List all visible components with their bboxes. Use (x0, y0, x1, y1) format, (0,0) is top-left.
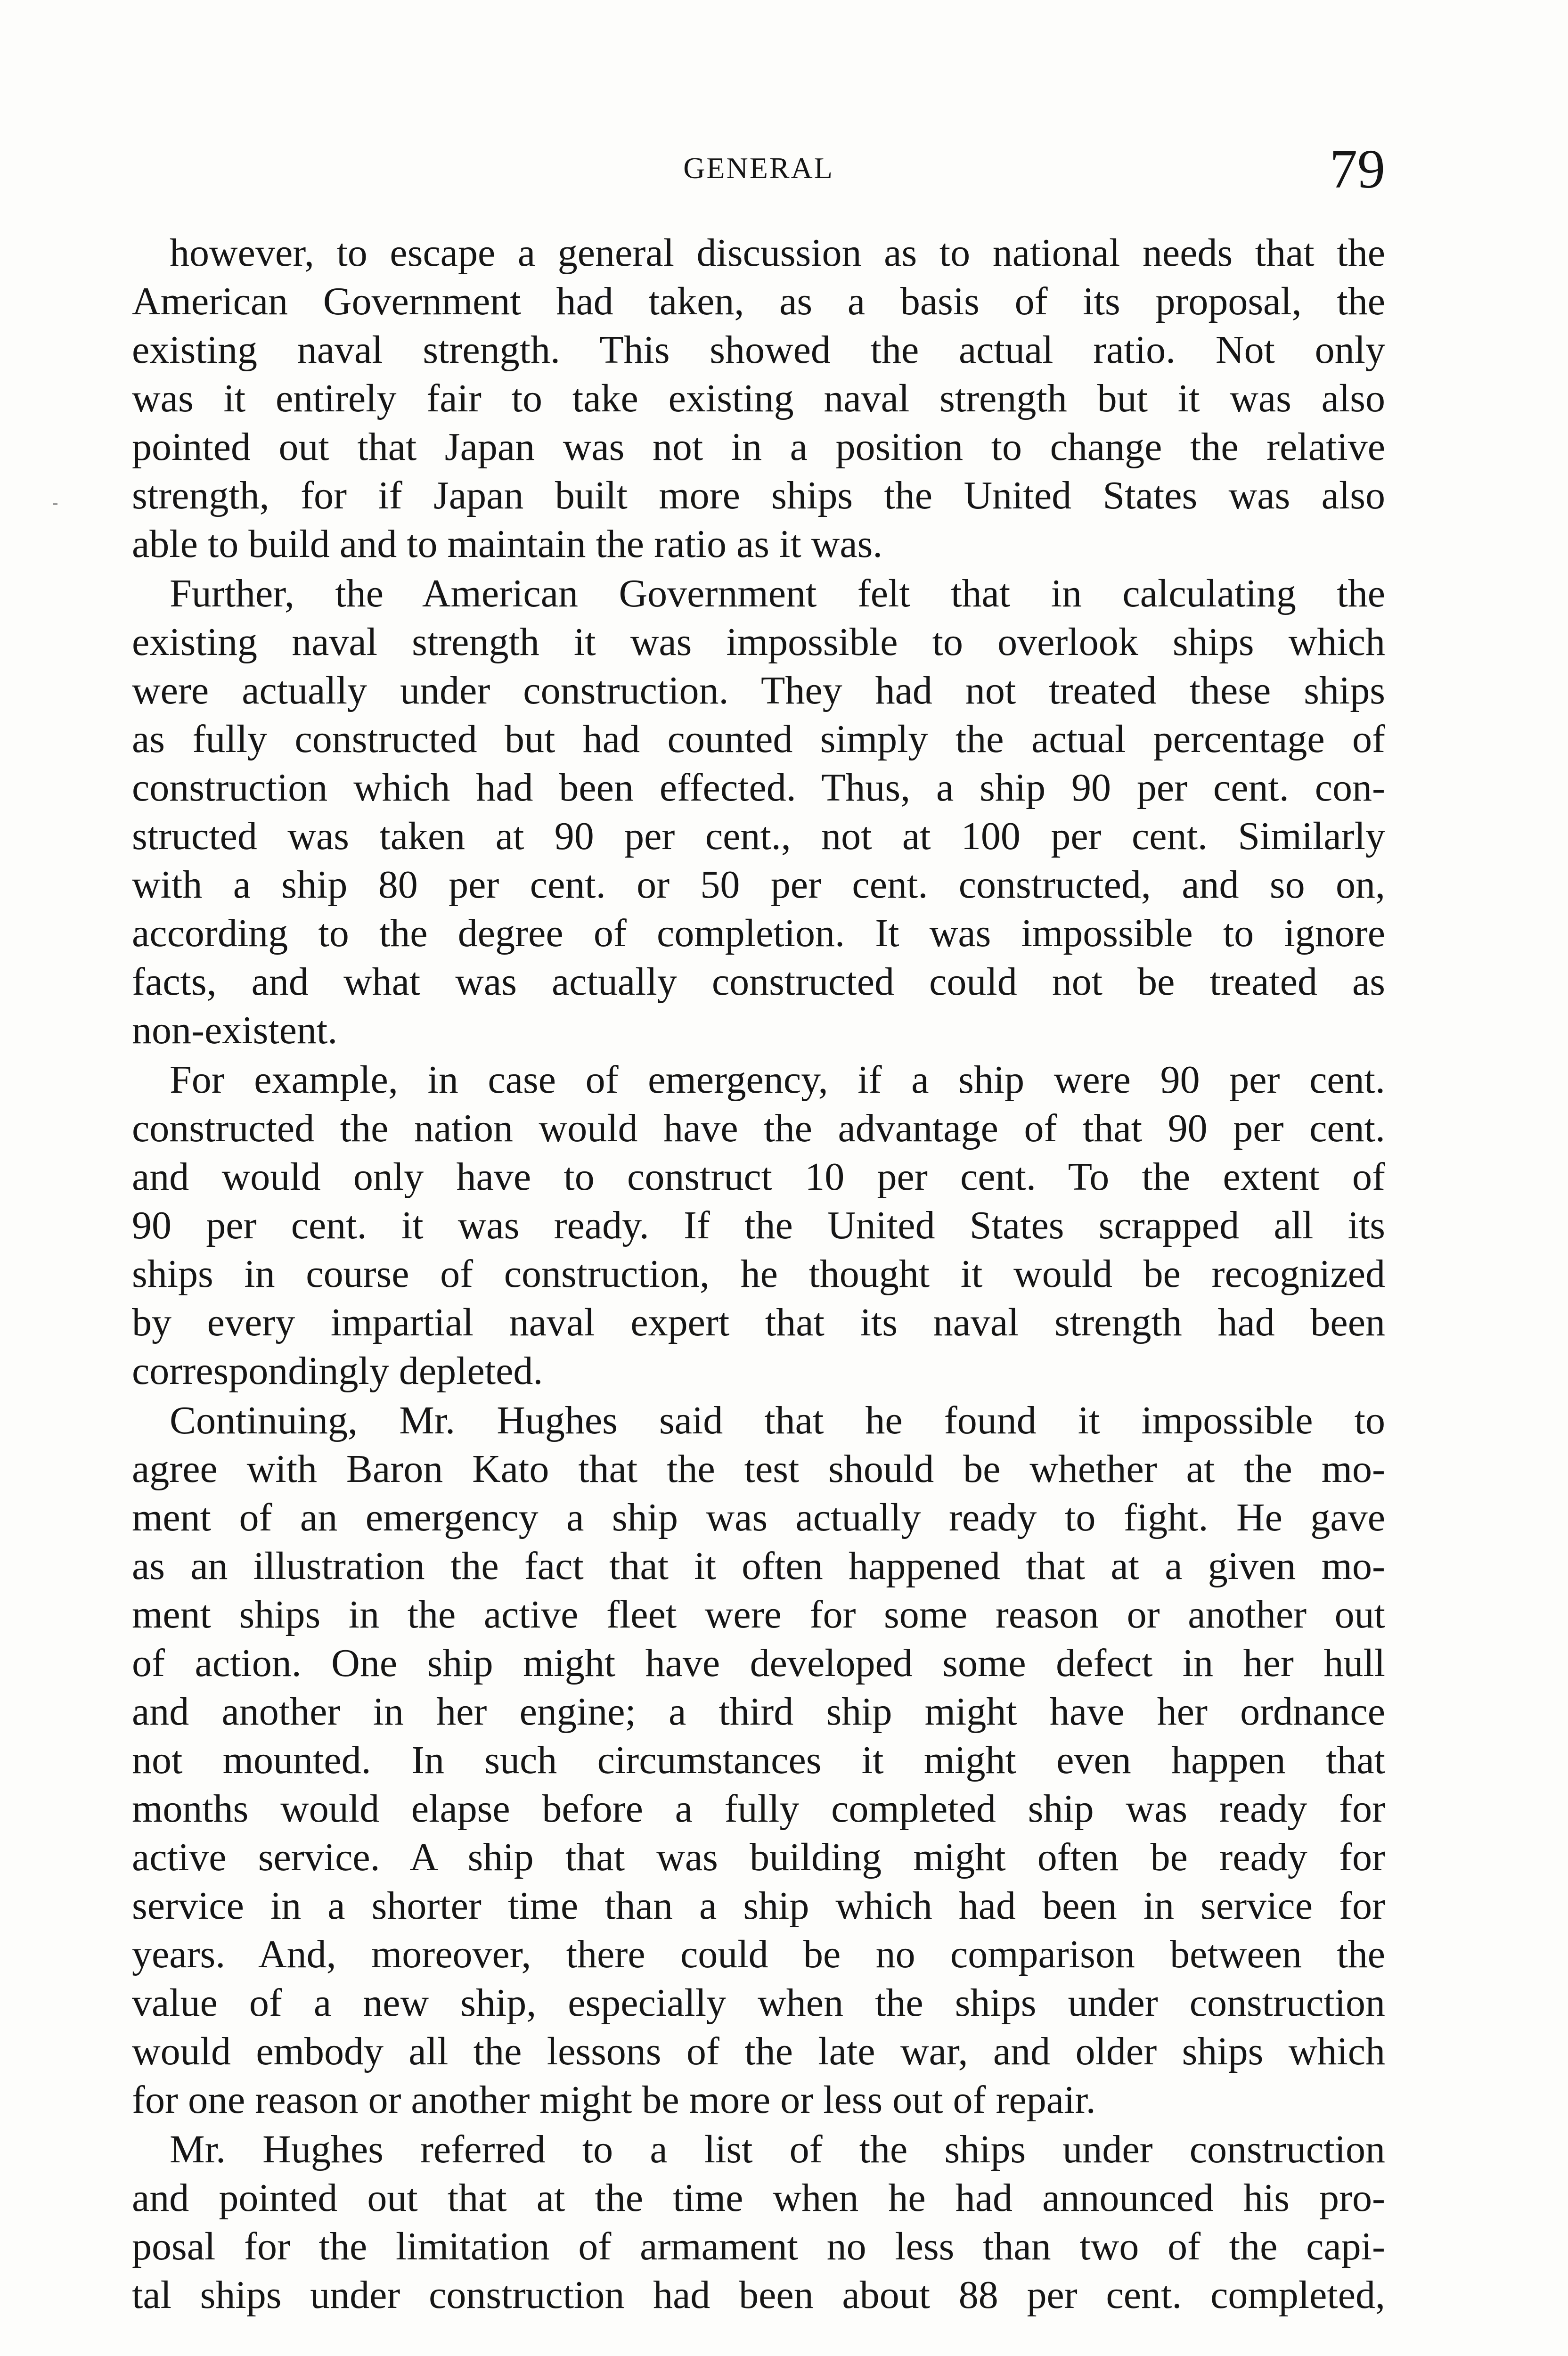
text-line: was it entirely fair to take existing naval strength but it was also (132, 376, 1385, 420)
text-line: ment of an emergency a ship was actually ready to fight. He gave (132, 1496, 1385, 1539)
text-line: non-existent. (132, 1008, 338, 1052)
text-line: American Government had taken, as a basis of its proposal, the (132, 279, 1385, 323)
paragraph (132, 229, 1385, 568)
text-line: were actually under construction. They had not treated these ships (132, 669, 1385, 712)
text-line: agree with Baron Kato that the test should be whether at the mo- (132, 1447, 1385, 1491)
text-line: service in a shorter time than a ship which had been in service for (132, 1884, 1385, 1928)
text-line: Continuing, Mr. Hughes said that he found it impossible to (170, 1399, 1385, 1442)
paragraph (132, 1055, 1385, 1395)
body-text (132, 229, 1385, 2319)
text-line: by every impartial naval expert that its naval strength had been (132, 1301, 1385, 1344)
paragraph (132, 569, 1385, 1055)
text-line: Mr. Hughes referred to a list of the ships under construction (170, 2127, 1385, 2171)
text-line: value of a new ship, especially when the ships under construction (132, 1981, 1385, 2025)
paragraph (132, 1396, 1385, 2124)
text-line: facts, and what was actually constructed could not be treated as (132, 960, 1385, 1004)
text-line: correspondingly depleted. (132, 1349, 543, 1393)
text-line: Further, the American Government felt that in calculating the (170, 572, 1385, 615)
text-line: ment ships in the active fleet were for some reason or another out (132, 1593, 1385, 1636)
text-line: tal ships under construction had been about 88 per cent. completed, (132, 2273, 1385, 2317)
text-line: constructed the nation would have the advantage of that 90 per cent. (132, 1106, 1385, 1150)
text-line: existing naval strength. This showed the actual ratio. Not only (132, 328, 1385, 372)
text-line: able to build and to maintain the ratio as it was. (132, 522, 883, 566)
text-line: active service. A ship that was building might often be ready for (132, 1835, 1385, 1879)
text-line: however, to escape a general discussion as to national needs that the (170, 231, 1385, 275)
text-line: according to the degree of completion. It was impossible to ignore (132, 911, 1385, 955)
text-line: 90 per cent. it was ready. If the United States scrapped all its (132, 1203, 1385, 1247)
paragraph (132, 2125, 1385, 2319)
text-line: existing naval strength it was impossible to overlook ships which (132, 620, 1385, 664)
text-line: months would elapse before a fully completed ship was ready for (132, 1787, 1385, 1831)
text-line: and another in her engine; a third ship might have her ordnance (132, 1690, 1385, 1734)
text-line: as an illustration the fact that it often happened that at a given mo- (132, 1544, 1385, 1588)
text-line: pointed out that Japan was not in a position to change the relative (132, 425, 1385, 469)
text-line: for one reason or another might be more or less out of repair. (132, 2078, 1096, 2122)
text-line: strength, for if Japan built more ships the United States was also (132, 474, 1385, 517)
text-line: with a ship 80 per cent. or 50 per cent. constructed, and so on, (132, 863, 1385, 907)
text-line: For example, in case of emergency, if a ship were 90 per cent. (170, 1058, 1385, 1102)
text-line: years. And, moreover, there could be no comparison between the (132, 1932, 1385, 1976)
margin-speck (53, 503, 57, 505)
text-line: ships in course of construction, he thought it would be recognized (132, 1252, 1385, 1296)
text-line: would embody all the lessons of the late war, and older ships which (132, 2029, 1385, 2073)
running-head (132, 138, 1385, 212)
text-line: and would only have to construct 10 per cent. To the extent of (132, 1155, 1385, 1199)
running-title: GENERAL (683, 151, 834, 185)
text-line: structed was taken at 90 per cent., not at 100 per cent. Similarly (132, 814, 1385, 858)
text-line: as fully constructed but had counted simply the actual percentage of (132, 717, 1385, 761)
text-line: and pointed out that at the time when he had announced his pro- (132, 2176, 1385, 2220)
text-line: construction which had been effected. Thus, a ship 90 per cent. con- (132, 766, 1385, 810)
text-line: of action. One ship might have developed some defect in her hull (132, 1641, 1385, 1685)
text-line: posal for the limitation of armament no less than two of the capi- (132, 2225, 1385, 2268)
text-line: not mounted. In such circumstances it might even happen that (132, 1738, 1385, 1782)
page-number: 79 (1330, 138, 1385, 200)
